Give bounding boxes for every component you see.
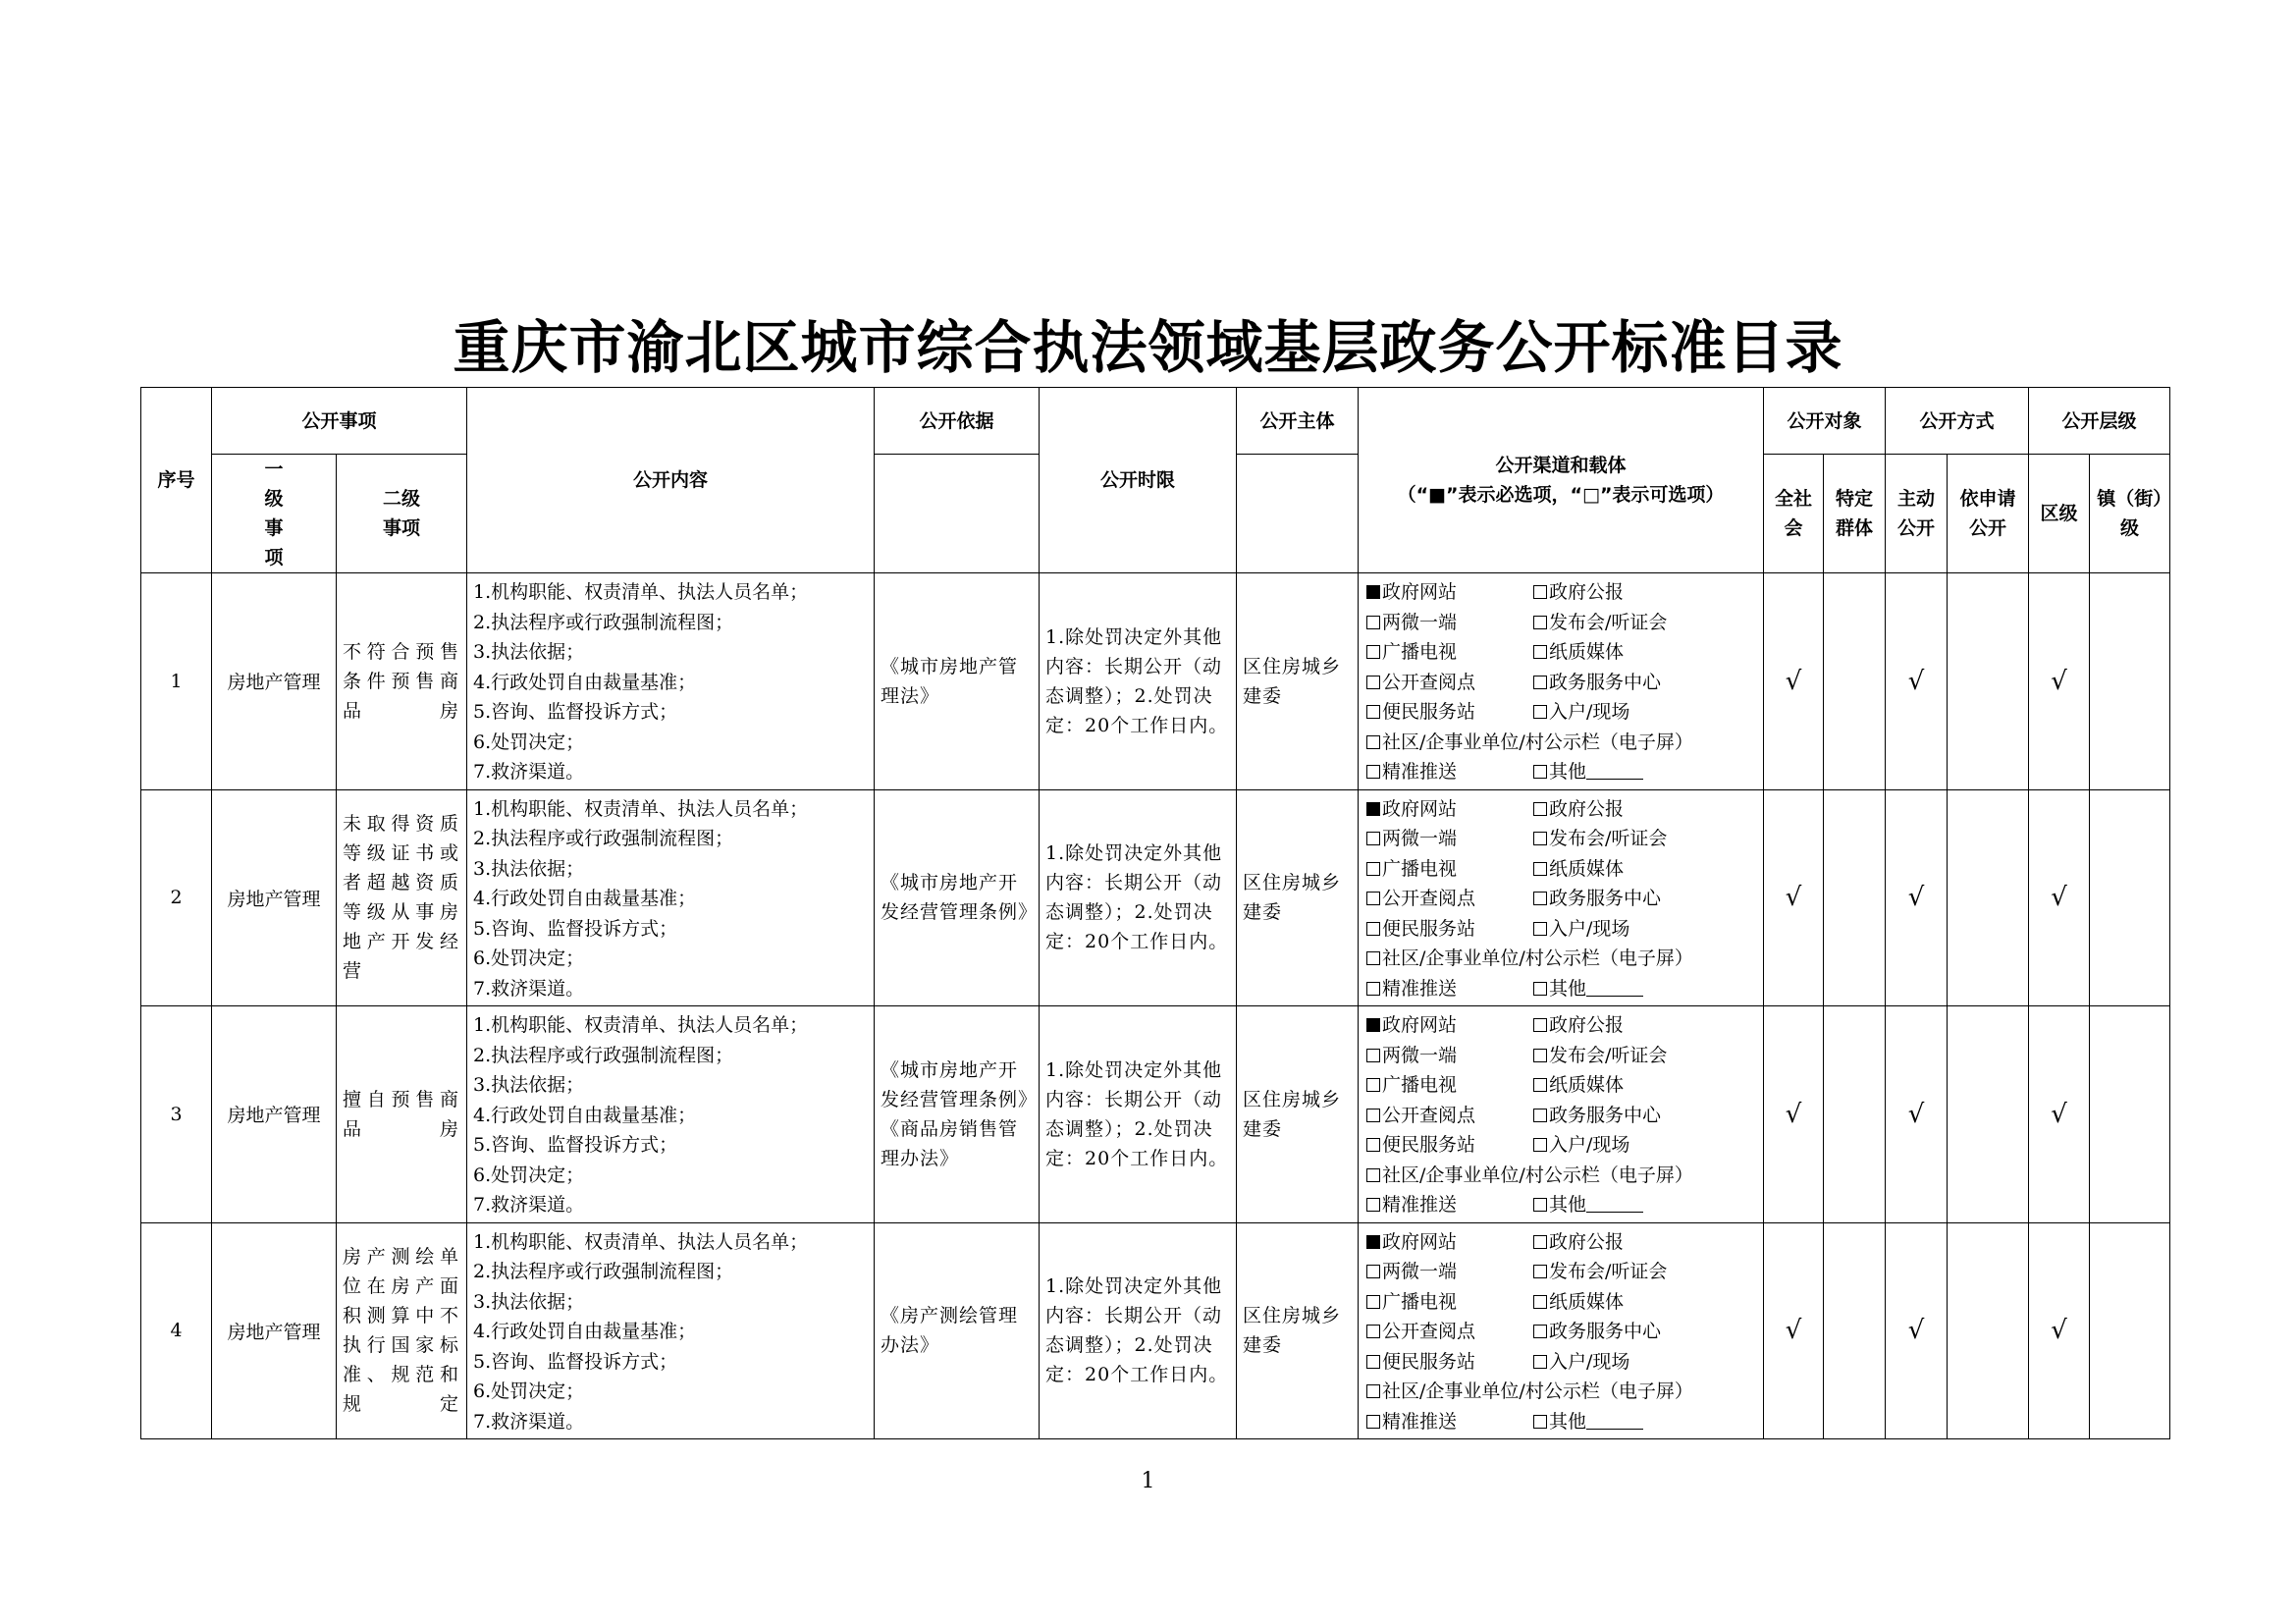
header-level2: 二级事项 (337, 455, 467, 573)
checkbox (1366, 765, 1380, 779)
header-content: 公开内容 (467, 388, 875, 573)
checkbox (1533, 1295, 1547, 1309)
header-target: 公开对象 (1764, 388, 1886, 455)
header-method: 公开方式 (1886, 388, 2029, 455)
checkbox (1366, 832, 1380, 845)
cell-tier-town (2090, 573, 2170, 790)
cell-tier-town (2090, 789, 2170, 1006)
header-time-limit: 公开时限 (1040, 388, 1237, 573)
header-tier-district: 区级 (2029, 455, 2090, 573)
header-tier: 公开层级 (2029, 388, 2170, 455)
cell-basis: 《城市房地产开发经营管理条例》 (875, 789, 1040, 1006)
checkbox (1533, 1265, 1547, 1278)
cell-target-all: √ (1764, 1006, 1824, 1223)
header-items: 公开事项 (212, 388, 467, 455)
cell-method-request (1948, 1006, 2029, 1223)
checkbox (1366, 616, 1380, 629)
cell-target-all: √ (1764, 789, 1824, 1006)
checkbox (1533, 1049, 1547, 1062)
checkbox (1533, 1109, 1547, 1122)
checkbox (1533, 676, 1547, 689)
checkbox (1533, 832, 1547, 845)
checkbox (1533, 1355, 1547, 1369)
checkbox (1366, 1355, 1380, 1369)
checkbox (1533, 862, 1547, 876)
cell-target-special (1824, 1006, 1886, 1223)
checkbox (1366, 1078, 1380, 1092)
checkbox (1366, 862, 1380, 876)
header-target-special: 特定群体 (1824, 455, 1886, 573)
cell-method-active: √ (1886, 789, 1948, 1006)
cell-level2: 不符合预售条件预售商品房 (337, 573, 467, 790)
cell-tier-district: √ (2029, 573, 2090, 790)
checkbox (1366, 1109, 1380, 1122)
fill-blank (1586, 763, 1643, 780)
cell-level1: 房地产管理 (212, 1222, 337, 1439)
header-method-active: 主动公开 (1886, 455, 1948, 573)
header-target-all: 全社会 (1764, 455, 1824, 573)
checkbox (1533, 616, 1547, 629)
cell-channels: 政府网站 政府公报 两微一端 发布会/听证会 广播电视 纸质媒体 公开查阅点 政务服务中心 便民服务站 入户/现场 社区/企事业单位/村公示栏（电子屏） 精准推送 其他 (1359, 1222, 1764, 1439)
header-channels (1359, 388, 1764, 573)
cell-content: 1.机构职能、权责清单、执法人员名单； 2.执法程序或行政强制流程图； 3.执法依据； 4.行政处罚自由裁量基准； 5.咨询、监督投诉方式； 6.处罚决定； 7.救济渠道。 (467, 1222, 875, 1439)
cell-method-request (1948, 1222, 2029, 1439)
checkbox (1366, 705, 1380, 719)
checkbox (1366, 1325, 1380, 1338)
cell-time-limit: 1.除处罚决定外其他内容：长期公开（动态调整）；2.处罚决定：20个工作日内。 (1040, 789, 1237, 1006)
table-row (141, 1006, 2170, 1223)
checkbox (1533, 1325, 1547, 1338)
cell-level1: 房地产管理 (212, 1006, 337, 1223)
checkbox (1366, 982, 1380, 996)
catalog-table (140, 387, 2170, 1439)
table-row (141, 573, 2170, 790)
page-number: 1 (1141, 1469, 1155, 1493)
cell-content: 1.机构职能、权责清单、执法人员名单； 2.执法程序或行政强制流程图； 3.执法依据； 4.行政处罚自由裁量基准； 5.咨询、监督投诉方式； 6.处罚决定； 7.救济渠道。 (467, 789, 875, 1006)
header-level1: 一级事项 (212, 455, 337, 573)
checkbox (1366, 676, 1380, 689)
header-subject: 公开主体 (1237, 388, 1359, 455)
checkbox (1533, 1415, 1547, 1429)
cell-level2: 擅自预售商品房 (337, 1006, 467, 1223)
cell-content: 1.机构职能、权责清单、执法人员名单； 2.执法程序或行政强制流程图； 3.执法依据； 4.行政处罚自由裁量基准； 5.咨询、监督投诉方式； 6.处罚决定； 7.救济渠道。 (467, 1006, 875, 1223)
cell-tier-district: √ (2029, 789, 2090, 1006)
checkbox (1366, 1168, 1380, 1182)
cell-time-limit: 1.除处罚决定外其他内容：长期公开（动态调整）；2.处罚决定：20个工作日内。 (1040, 1006, 1237, 1223)
cell-method-request (1948, 789, 2029, 1006)
checkbox (1366, 922, 1380, 936)
checkbox (1533, 1235, 1547, 1249)
cell-method-active: √ (1886, 573, 1948, 790)
checkbox-checked (1366, 1235, 1380, 1249)
cell-tier-town (2090, 1006, 2170, 1223)
checkbox (1533, 922, 1547, 936)
checkbox (1533, 765, 1547, 779)
cell-seq: 3 (141, 1006, 212, 1223)
cell-level1: 房地产管理 (212, 573, 337, 790)
cell-level1: 房地产管理 (212, 789, 337, 1006)
cell-subject: 区住房城乡建委 (1237, 1006, 1359, 1223)
checkbox (1533, 705, 1547, 719)
checkbox (1533, 892, 1547, 905)
checkbox (1366, 1049, 1380, 1062)
table-row (141, 1222, 2170, 1439)
cell-basis: 《房产测绘管理办法》 (875, 1222, 1040, 1439)
header-subject-empty (1237, 455, 1359, 573)
cell-level2: 房产测绘单位在房产面积测算中不执行国家标准、规范和规定 (337, 1222, 467, 1439)
cell-method-active: √ (1886, 1006, 1948, 1223)
header-tier-town: 镇（街）级 (2090, 455, 2170, 573)
checkbox (1533, 645, 1547, 659)
cell-time-limit: 1.除处罚决定外其他内容：长期公开（动态调整）；2.处罚决定：20个工作日内。 (1040, 1222, 1237, 1439)
cell-channels: 政府网站 政府公报 两微一端 发布会/听证会 广播电视 纸质媒体 公开查阅点 政务服务中心 便民服务站 入户/现场 社区/企事业单位/村公示栏（电子屏） 精准推送 其他 (1359, 1006, 1764, 1223)
document-title: 重庆市渝北区城市综合执法领域基层政务公开标准目录 (453, 314, 1843, 381)
cell-target-special (1824, 789, 1886, 1006)
cell-basis: 《城市房地产开发经营管理条例》《商品房销售管理办法》 (875, 1006, 1040, 1223)
cell-seq: 2 (141, 789, 212, 1006)
checkbox (1533, 585, 1547, 599)
cell-target-special (1824, 1222, 1886, 1439)
checkbox (1366, 735, 1380, 749)
cell-basis: 《城市房地产管理法》 (875, 573, 1040, 790)
cell-level2: 未取得资质等级证书或者超越资质等级从事房地产开发经营 (337, 789, 467, 1006)
checkbox-checked (1366, 802, 1380, 816)
cell-tier-district: √ (2029, 1006, 2090, 1223)
checkbox (1366, 1384, 1380, 1398)
cell-target-all: √ (1764, 1222, 1824, 1439)
cell-tier-district: √ (2029, 1222, 2090, 1439)
cell-subject: 区住房城乡建委 (1237, 789, 1359, 1006)
checkbox (1366, 1415, 1380, 1429)
cell-method-active: √ (1886, 1222, 1948, 1439)
checkbox (1533, 982, 1547, 996)
fill-blank (1586, 1413, 1643, 1430)
fill-blank (1586, 980, 1643, 997)
cell-content: 1.机构职能、权责清单、执法人员名单； 2.执法程序或行政强制流程图； 3.执法依据； 4.行政处罚自由裁量基准； 5.咨询、监督投诉方式； 6.处罚决定； 7.救济渠道。 (467, 573, 875, 790)
cell-target-all: √ (1764, 573, 1824, 790)
cell-time-limit: 1.除处罚决定外其他内容：长期公开（动态调整）；2.处罚决定：20个工作日内。 (1040, 573, 1237, 790)
checkbox (1533, 1198, 1547, 1212)
table-row (141, 789, 2170, 1006)
header-channels-label: 公开渠道和载体 (1495, 455, 1627, 476)
header-basis-empty (875, 455, 1040, 573)
cell-channels: 政府网站 政府公报 两微一端 发布会/听证会 广播电视 纸质媒体 公开查阅点 政务服务中心 便民服务站 入户/现场 社区/企事业单位/村公示栏（电子屏） 精准推送 其他 (1359, 573, 1764, 790)
checkbox-checked (1366, 1018, 1380, 1032)
cell-tier-town (2090, 1222, 2170, 1439)
cell-method-request (1948, 573, 2029, 790)
cell-subject: 区住房城乡建委 (1237, 1222, 1359, 1439)
header-method-request: 依申请公开 (1948, 455, 2029, 573)
checkbox-checked (1366, 585, 1380, 599)
cell-subject: 区住房城乡建委 (1237, 573, 1359, 790)
checkbox (1366, 1295, 1380, 1309)
cell-channels: 政府网站 政府公报 两微一端 发布会/听证会 广播电视 纸质媒体 公开查阅点 政务服务中心 便民服务站 入户/现场 社区/企事业单位/村公示栏（电子屏） 精准推送 其他 (1359, 789, 1764, 1006)
checkbox (1366, 951, 1380, 965)
header-basis: 公开依据 (875, 388, 1040, 455)
cell-seq: 1 (141, 573, 212, 790)
fill-blank (1586, 1196, 1643, 1213)
checkbox (1533, 1018, 1547, 1032)
checkbox (1366, 1265, 1380, 1278)
checkbox (1533, 1078, 1547, 1092)
checkbox (1533, 1138, 1547, 1152)
checkbox (1366, 645, 1380, 659)
cell-seq: 4 (141, 1222, 212, 1439)
checkbox (1533, 802, 1547, 816)
checkbox (1366, 1138, 1380, 1152)
header-channels-note: （“■”表示必选项，“□”表示可选项） (1397, 484, 1725, 506)
checkbox (1366, 892, 1380, 905)
checkbox (1366, 1198, 1380, 1212)
header-seq: 序号 (141, 388, 212, 573)
cell-target-special (1824, 573, 1886, 790)
